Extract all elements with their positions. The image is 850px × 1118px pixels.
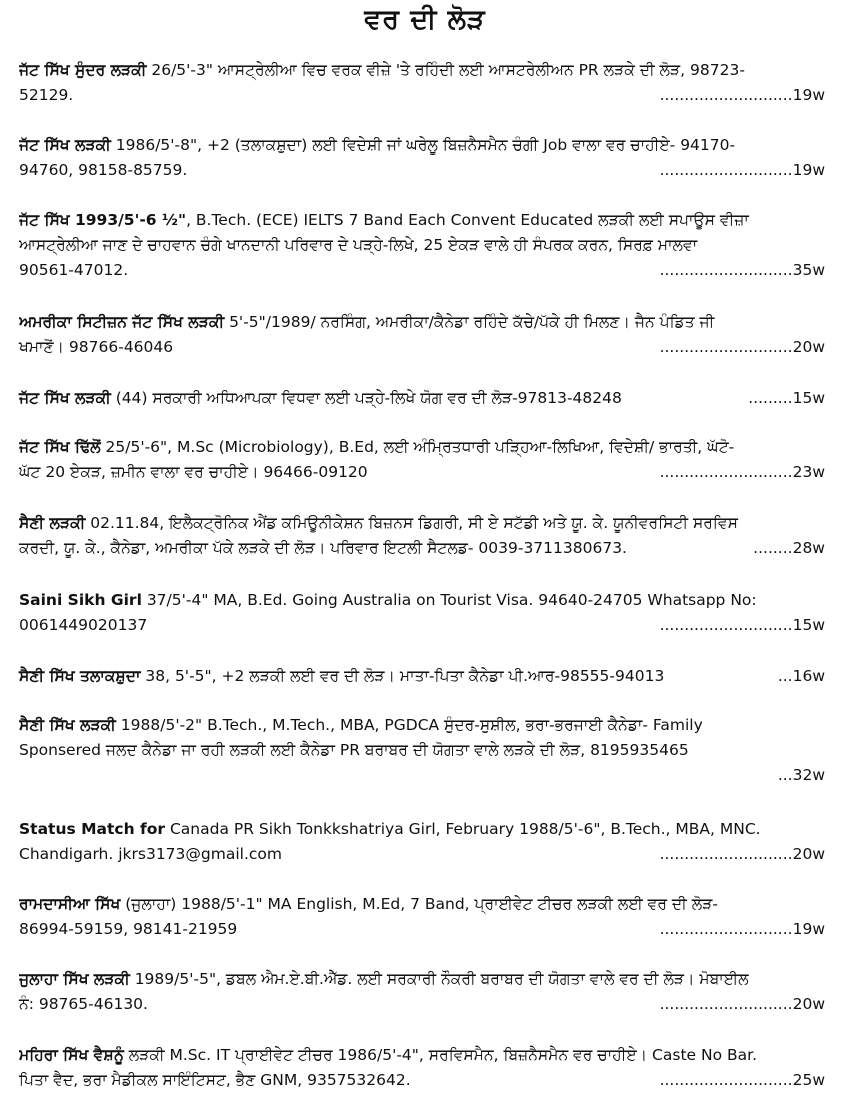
ad-price: ...........................20w (659, 995, 825, 1013)
classified-ad (19, 967, 825, 1017)
ad-heading: ਸੈਣੀ ਲੜਕੀ (19, 514, 86, 532)
ad-text: (44) ਸਰਕਾਰੀ ਅਧਿਆਪਕਾ ਵਿਧਵਾ ਲਈ ਪੜ੍ਹੇ-ਲਿਖੇ ਯੋਗ ਵਰ ਦੀ ਲੋੜ-97813-48248 (110, 389, 622, 407)
ad-price: ...........................25w (659, 1071, 825, 1089)
classified-ad (19, 435, 825, 485)
ad-line (19, 588, 825, 613)
ad-line (19, 208, 825, 233)
classified-ad (19, 58, 825, 108)
ad-footer (19, 83, 825, 108)
ad-text: ਲੜਕੀ M.Sc. IT ਪ੍ਰਾਈਵੇਟ ਟੀਚਰ 1986/5'-4", ਸਰਵਿਸਮੈਨ, ਬਿਜ਼ਨੈਸਮੈਨ ਵਰ ਚਾਹੀਏ। Caste No Bar. (123, 1046, 757, 1064)
ad-footer (19, 335, 825, 360)
ad-footer (19, 664, 825, 689)
ad-line: ਆਸਟ੍ਰੇਲੀਆ ਜਾਣ ਦੇ ਚਾਹਵਾਨ ਚੰਗੇ ਖਾਨਦਾਨੀ ਪਰਿਵਾਰ ਦੇ ਪੜ੍ਹੇ-ਲਿਖੇ, 25 ਏਕੜ ਵਾਲੇ ਹੀ ਸੰਪਰਕ ਕਰਨ, ਸਿਰਫ਼ ਮਾਲਵਾ (19, 236, 698, 254)
page-title: ਵਰ ਦੀ ਲੋੜ (364, 4, 486, 35)
ad-heading: Status Match for (19, 820, 166, 838)
classified-ad (19, 892, 825, 942)
ad-line (19, 817, 825, 842)
ad-line (19, 310, 825, 335)
ad-footer (19, 917, 825, 942)
ad-text: 1988/5'-2" B.Tech., M.Tech., MBA, PGDCA ਸੁੰਦਰ-ਸੁਸ਼ੀਲ, ਭਰਾ-ਭਰਜਾਈ ਕੈਨੇਡਾ- Family (115, 716, 703, 734)
ad-line (19, 1043, 825, 1068)
ad-price: ...........................19w (659, 86, 825, 104)
classified-ad (19, 310, 825, 360)
ad-text: 38, 5'-5", +2 ਲੜਕੀ ਲਈ ਵਰ ਦੀ ਲੋੜ। ਮਾਤਾ-ਪਿਤਾ ਕੈਨੇਡਾ ਪੀ.ਆਰ-98555-94013 (140, 667, 665, 685)
ad-line (19, 511, 825, 536)
ad-heading: ਜੱਟ ਸਿੱਖ ਲੜਕੀ (19, 389, 111, 407)
ad-heading: ਮਹਿਰਾ ਸਿੱਖ ਵੈਸ਼ਨੂੰ (19, 1046, 124, 1064)
ad-heading: ਰਾਮਦਾਸੀਆ ਸਿੱਖ (19, 895, 121, 913)
ad-line (19, 892, 825, 917)
ad-heading: ਜੁਲਾਹਾ ਸਿੱਖ ਲੜਕੀ (19, 970, 130, 988)
ad-text: Chandigarh. jkrs3173@gmail.com (19, 845, 282, 863)
ad-footer (19, 158, 825, 183)
classified-ad (19, 511, 825, 561)
ad-text: ਪਿਤਾ ਵੈਦ, ਭਰਾ ਮੈਡੀਕਲ ਸਾਇੰਟਿਸਟ, ਭੈਣ GNM, 9357532642. (19, 1071, 411, 1089)
ad-text: ਕਰਦੀ, ਯੂ. ਕੇ., ਕੈਨੇਡਾ, ਅਮਰੀਕਾ ਪੱਕੇ ਲੜਕੇ ਦੀ ਲੋੜ। ਪਰਿਵਾਰ ਇਟਲੀ ਸੈਟਲਡ- 0039-3711380673. (19, 539, 627, 557)
ad-line: Sponsered ਜਲਦ ਕੈਨੇਡਾ ਜਾ ਰਹੀ ਲੜਕੀ ਲਈ ਕੈਨੇਡਾ PR ਬਰਾਬਰ ਦੀ ਯੋਗਤਾ ਵਾਲੇ ਲੜਕੇ ਦੀ ਲੋੜ, 8195935465 (19, 741, 689, 759)
ad-text: , B.Tech. (ECE) IELTS 7 Band Each Convent Educated ਲੜਕੀ ਲਈ ਸਪਾਊਸ ਵੀਜ਼ਾ (186, 211, 749, 229)
classified-ad (19, 208, 825, 283)
ad-text: 1989/5'-5", ਡਬਲ ਐਮ.ਏ.ਬੀ.ਐੱਡ. ਲਈ ਸਰਕਾਰੀ ਨੌਕਰੀ ਬਰਾਬਰ ਦੀ ਯੋਗਤਾ ਵਾਲੇ ਵਰ ਦੀ ਲੋੜ। ਮੋਬਾਈਲ (129, 970, 749, 988)
ad-footer (19, 613, 825, 638)
ad-heading: ਸੈਣੀ ਸਿੱਖ ਲੜਕੀ (19, 716, 116, 734)
ad-price: ...........................35w (659, 261, 825, 279)
ad-text: ਖਮਾਣੋਂ। 98766-46046 (19, 338, 174, 356)
ad-line (19, 967, 825, 992)
ad-price: ........28w (753, 539, 825, 557)
classified-ad (19, 664, 825, 689)
ad-heading: ਅਮਰੀਕਾ ਸਿਟੀਜ਼ਨ ਜੱਟ ਸਿੱਖ ਲੜਕੀ (19, 313, 225, 331)
ad-text: 37/5'-4" MA, B.Ed. Going Australia on Tourist Visa. 94640-24705 Whatsapp No: (141, 591, 757, 609)
ad-text: 02.11.84, ਇਲੈਕਟ੍ਰੋਨਿਕ ਐਂਡ ਕਮਿਊਨੀਕੇਸ਼ਨ ਬਿਜ਼ਨਸ ਡਿਗਰੀ, ਸੀ ਏ ਸਟੱਡੀ ਅਤੇ ਯੂ. ਕੇ. ਯੂਨੀਵਰਸਿਟੀ ਸਰਵਿਸ (85, 514, 738, 532)
ad-price: ...........................20w (659, 845, 825, 863)
ad-price: ...........................23w (659, 463, 825, 481)
ad-line (19, 713, 825, 738)
ad-footer (19, 536, 825, 561)
ad-footer (19, 258, 825, 283)
ad-text: 26/5'-3" ਆਸਟ੍ਰੇਲੀਆ ਵਿਚ ਵਰਕ ਵੀਜ਼ੇ 'ਤੇ ਰਹਿੰਦੀ ਲਈ ਆਸਟਰੇਲੀਅਨ PR ਲੜਕੇ ਦੀ ਲੋੜ, 98723- (146, 61, 745, 79)
ad-footer (19, 1068, 825, 1093)
ad-price: ...........................15w (659, 616, 825, 634)
ad-text: 86994-59159, 98141-21959 (19, 920, 238, 938)
ad-line (19, 435, 825, 460)
ad-heading: ਸੈਣੀ ਸਿੱਖ ਤਲਾਕਸ਼ੁਦਾ (19, 667, 141, 685)
ad-price: ...........................20w (659, 338, 825, 356)
classified-ad (19, 1043, 825, 1093)
ad-text: ਨੰ: 98765-46130. (19, 995, 148, 1013)
classified-ad (19, 817, 825, 867)
ad-price: ...........................19w (659, 161, 825, 179)
classified-ad (19, 386, 825, 411)
classified-ad (19, 713, 825, 788)
ad-heading: ਜੱਟ ਸਿੱਖ 1993/5'-6 ½" (19, 211, 187, 229)
ad-text: 0061449020137 (19, 616, 148, 634)
ad-text: 5'-5"/1989/ ਨਰਸਿੰਗ, ਅਮਰੀਕਾ/ਕੈਨੇਡਾ ਰਹਿੰਦੇ ਕੱਚੇ/ਪੱਕੇ ਹੀ ਮਿਲਣ। ਜੈਨ ਪੰਡਿਤ ਜੀ (224, 313, 715, 331)
ad-text: ਘੱਟ 20 ਏਕੜ, ਜ਼ਮੀਨ ਵਾਲਾ ਵਰ ਚਾਹੀਏ। 96466-09120 (19, 463, 368, 481)
ad-text: (ਜੁਲਾਹਾ) 1988/5'-1" MA English, M.Ed, 7 Band, ਪ੍ਰਾਈਵੇਟ ਟੀਚਰ ਲੜਕੀ ਲਈ ਵਰ ਦੀ ਲੋੜ- (120, 895, 718, 913)
ad-heading: ਜੱਟ ਸਿੱਖ ਸੁੰਦਰ ਲੜਕੀ (19, 61, 147, 79)
ad-text: 1986/5'-8", +2 (ਤਲਾਕਸ਼ੁਦਾ) ਲਈ ਵਿਦੇਸ਼ੀ ਜਾਂ ਘਰੇਲੂ ਬਿਜ਼ਨੈਸਮੈਨ ਚੰਗੀ Job ਵਾਲਾ ਵਰ ਚਾਹੀਏ- 94170- (110, 136, 736, 154)
ad-text: Canada PR Sikh Tonkkshatriya Girl, February 1988/5'-6", B.Tech., MBA, MNC. (165, 820, 761, 838)
ad-footer (19, 992, 825, 1017)
ad-heading: Saini Sikh Girl (19, 591, 142, 609)
ad-heading: ਜੱਟ ਸਿੱਖ ਲੜਕੀ (19, 136, 111, 154)
ad-footer (19, 460, 825, 485)
classified-ad (19, 133, 825, 183)
ad-footer (19, 842, 825, 867)
ad-line (19, 133, 825, 158)
ad-line (19, 58, 825, 83)
ad-heading: ਜੱਟ ਸਿੱਖ ਢਿੱਲੋਂ (19, 438, 101, 456)
classified-ad (19, 588, 825, 638)
ad-price: ...16w (777, 667, 825, 685)
ad-text: 94760, 98158-85759. (19, 161, 188, 179)
ad-price: ...........................19w (659, 920, 825, 938)
ad-price: ...32w (777, 766, 825, 784)
ad-text: 90561-47012. (19, 261, 129, 279)
ad-text: 25/5'-6", M.Sc (Microbiology), B.Ed, ਲਈ ਅੰਮ੍ਰਿਤਧਾਰੀ ਪੜ੍ਹਿਆ-ਲਿਖਿਆ, ਵਿਦੇਸ਼ੀ/ ਭਾਰਤੀ, ਘੱਟੋ- (100, 438, 735, 456)
ad-text: 52129. (19, 86, 74, 104)
ad-footer (19, 386, 825, 411)
ad-price: .........15w (748, 389, 825, 407)
